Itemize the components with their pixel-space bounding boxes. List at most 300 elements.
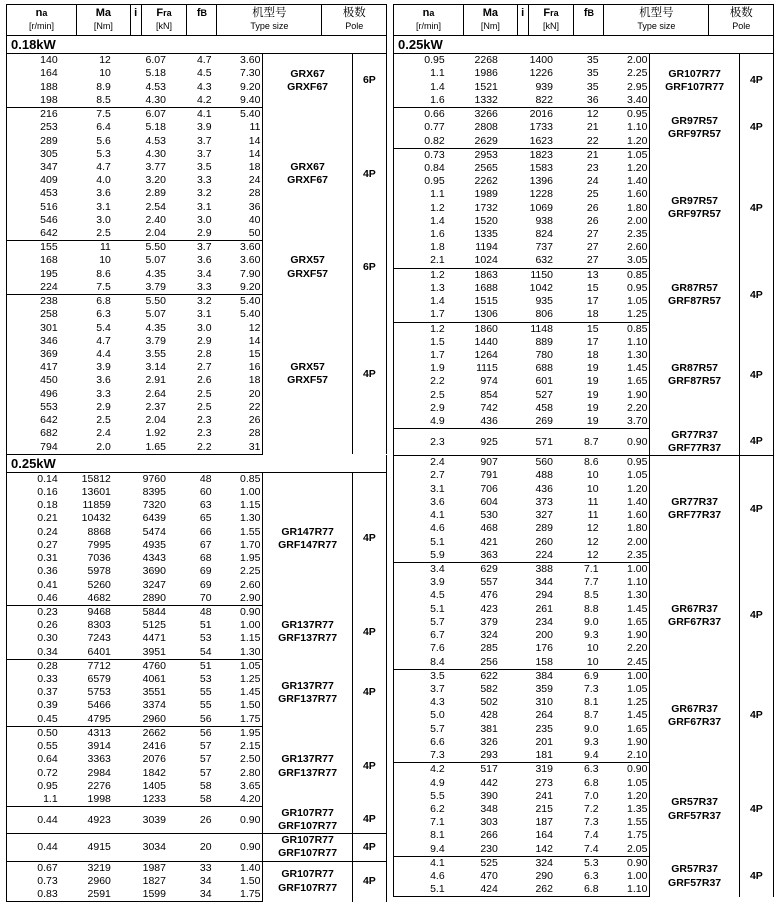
cell-fb: 1.20: [601, 135, 650, 149]
cell-i: 1400: [529, 54, 553, 67]
cell-i: 3374: [142, 699, 166, 712]
cell-i: 6439: [142, 512, 166, 525]
cell-na: 0.36: [37, 565, 58, 578]
cell-ma: 421: [480, 535, 498, 548]
cell-na: 1.6: [430, 228, 445, 241]
cell-i: 780: [535, 349, 553, 361]
cell-i: 2.04: [145, 414, 166, 427]
cell-ma: 10: [99, 67, 111, 80]
cell-ma: 6579: [87, 673, 111, 686]
cell-i: 2.91: [145, 374, 166, 387]
cell-ma: 1264: [474, 349, 498, 361]
cell-ma: 4.0: [96, 174, 111, 187]
cell-fb: 18: [248, 374, 261, 387]
cell-fb: 0.90: [601, 429, 650, 456]
cell-ma: 1986: [474, 67, 498, 80]
cell-type-size: GR107R77 GRF107R77: [263, 807, 352, 834]
cell-i: 4.30: [145, 147, 166, 160]
cell-na: 1.7: [394, 308, 447, 322]
cell-na: 4.9: [394, 415, 447, 429]
cell-na: 346: [40, 334, 58, 347]
cell-fb: 2.00: [627, 214, 648, 227]
cell-ma: 742: [480, 401, 498, 414]
cell-ma: 3.9: [96, 361, 111, 374]
cell-i: 5125: [142, 619, 166, 632]
cell-fra: 69: [199, 565, 212, 578]
cell-fb: 1.45: [627, 602, 648, 615]
cell-fb: 1.65: [627, 722, 648, 735]
cell-fb: 31: [214, 441, 263, 455]
cell-fra: 12: [586, 108, 599, 121]
cell-ma: 326: [480, 735, 498, 748]
cell-pole: 4P: [739, 763, 773, 857]
cell-fb: 0.95: [627, 108, 648, 121]
cell-fb: 1.80: [627, 201, 648, 214]
cell-fra: 68: [199, 552, 212, 565]
cell-na: 5.5: [430, 789, 445, 802]
cell-i: 2416: [142, 740, 166, 753]
cell-fra: 6.8: [583, 776, 599, 789]
cell-fra: 4.2: [168, 94, 214, 108]
cell-ma: 3914: [87, 740, 111, 753]
cell-fra: 27: [555, 254, 601, 268]
cell-i: 2.64: [145, 387, 166, 400]
cell-na: 2.7: [430, 469, 445, 482]
cell-pole: 4P: [352, 108, 386, 241]
cell-i: 4061: [142, 673, 166, 686]
cell-na: 3.9: [430, 576, 445, 589]
cell-na: 1.7: [430, 349, 445, 361]
cell-i: 2.54: [145, 200, 166, 213]
cell-fb: 2.50: [240, 753, 261, 766]
cell-fra: 8.8: [583, 602, 599, 615]
cell-i: 344: [535, 576, 553, 589]
power-rating-label: 0.25kW: [398, 37, 443, 53]
cell-fra: 53: [199, 673, 212, 686]
cell-fra: 22: [555, 135, 601, 149]
cell-na: 642: [7, 227, 60, 241]
cell-fra: 7.3: [583, 816, 599, 829]
cell-type-size: GR87R57 GRF87R57: [650, 322, 739, 429]
cell-pole: 4P: [739, 856, 773, 897]
cell-i: 1823: [529, 148, 553, 161]
cell-ma: 2953: [474, 148, 498, 161]
cell-i: 5.18: [145, 121, 166, 134]
cell-ma: 1515: [474, 295, 498, 308]
cell-fra: 3.1: [196, 308, 212, 321]
cell-fra: 4.1: [196, 108, 212, 121]
cell-na: 4.9: [430, 776, 445, 789]
cell-fb: 20: [248, 387, 261, 400]
cell-ma: 8.5: [60, 94, 113, 108]
cell-fra: 3.1: [196, 200, 212, 213]
cell-fra: 5.3: [583, 856, 599, 869]
cell-na: 4.1: [430, 509, 445, 522]
cell-fb: 2.20: [627, 401, 648, 414]
cell-i: 2890: [113, 592, 168, 606]
cell-fra: 21: [586, 121, 599, 134]
cell-fra: 24: [586, 175, 599, 188]
cell-pole: 4P: [352, 861, 386, 902]
cell-ma: 4915: [60, 834, 113, 861]
cell-i: 142: [500, 843, 555, 857]
cell-fra: 3.6: [196, 254, 212, 267]
cell-i: 5844: [142, 605, 166, 618]
cell-fra: 17: [586, 335, 599, 348]
cell-fb: 2.05: [601, 843, 650, 857]
cell-fb: 7.30: [240, 67, 261, 80]
cell-fra: 7.0: [583, 789, 599, 802]
cell-type-size: GR137R77 GRF137R77: [263, 659, 352, 726]
cell-na: 0.30: [37, 632, 58, 645]
cell-i: 1233: [113, 793, 168, 807]
cell-fra: 60: [199, 485, 212, 498]
cell-i: 215: [535, 802, 553, 815]
cell-ma: 10432: [81, 512, 111, 525]
cell-fb: 3.70: [601, 415, 650, 429]
cell-ma: 791: [480, 469, 498, 482]
cell-ma: 502: [480, 696, 498, 709]
cell-i: 4.53: [145, 80, 166, 93]
cell-fb: 28: [248, 187, 261, 200]
cell-na: 2.2: [430, 375, 445, 388]
cell-fra: 3.9: [196, 121, 212, 134]
cell-fb: 40: [248, 213, 261, 226]
cell-fb: 2.35: [627, 228, 648, 241]
cell-fra: 55: [199, 699, 212, 712]
cell-na: 7.1: [430, 816, 445, 829]
cell-na: 347: [40, 160, 58, 173]
cell-i: 3690: [142, 565, 166, 578]
cell-na: 258: [40, 308, 58, 321]
cell-fb: 1.00: [627, 563, 648, 575]
cell-i: 289: [535, 522, 553, 535]
cell-ma: 1732: [474, 201, 498, 214]
cell-fb: 1.10: [627, 335, 648, 348]
cell-fra: 48: [199, 605, 212, 618]
header-cell-pole: 极数 Pole: [342, 7, 366, 31]
cell-i: 9760: [142, 472, 166, 485]
table-row: [7, 295, 387, 309]
cell-fb: 1.35: [627, 802, 648, 815]
cell-fb: 2.20: [627, 642, 648, 655]
cell-ma: 285: [480, 642, 498, 655]
cell-i: 3247: [142, 578, 166, 591]
cell-fb: 1.50: [240, 874, 261, 887]
cell-fb: 1.30: [240, 512, 261, 525]
cell-pole: 4P: [352, 807, 386, 834]
header-cell-i: i: [130, 5, 141, 36]
cell-fb: 1.45: [627, 362, 648, 375]
cell-ma: 1521: [474, 80, 498, 93]
cell-i: 1148: [530, 322, 553, 335]
cell-fb: 22: [248, 400, 261, 413]
cell-i: 181: [500, 749, 555, 763]
cell-fra: 10: [586, 482, 599, 495]
cell-fra: 6.3: [583, 763, 599, 776]
cell-i: 324: [535, 856, 553, 869]
cell-i: 234: [535, 615, 553, 628]
cell-ma: 5.3: [96, 147, 111, 160]
cell-i: 3.20: [145, 174, 166, 187]
cell-na: 9.4: [394, 843, 447, 857]
cell-fra: 23: [586, 161, 599, 174]
cell-ma: 4795: [60, 713, 113, 727]
cell-fb: 4.20: [214, 793, 263, 807]
cell-na: 453: [40, 187, 58, 200]
cell-na: 642: [40, 414, 58, 427]
cell-fb: 2.90: [214, 592, 263, 606]
cell-ma: 5978: [87, 565, 111, 578]
cell-fb: 1.50: [240, 699, 261, 712]
table-row: [7, 473, 387, 486]
cell-fra: 25: [586, 188, 599, 201]
cell-fb: 1.40: [627, 495, 648, 508]
cell-na: 140: [40, 54, 58, 67]
cell-i: 824: [535, 228, 553, 241]
cell-fra: 19: [586, 362, 599, 375]
cell-fra: 7.1: [583, 563, 599, 575]
cell-na: 5.1: [430, 602, 445, 615]
cell-i: 1069: [529, 201, 553, 214]
cell-i: 1987: [142, 861, 166, 874]
cell-fra: 56: [199, 726, 212, 739]
cell-fb: 0.95: [627, 281, 648, 294]
cell-ma: 15812: [81, 472, 111, 485]
cell-ma: 1688: [474, 281, 498, 294]
cell-i: 935: [535, 295, 553, 308]
cell-i: 939: [535, 80, 553, 93]
cell-fra: 3.3: [196, 174, 212, 187]
cell-fra: 2.5: [196, 400, 212, 413]
cell-fb: 28: [248, 427, 261, 440]
cell-fra: 2.3: [196, 414, 212, 427]
cell-fra: 2.2: [168, 441, 214, 455]
cell-na: 1.4: [430, 295, 445, 308]
cell-na: 0.34: [7, 646, 60, 660]
cell-fb: 1.15: [240, 499, 261, 512]
cell-ma: 6401: [60, 646, 113, 660]
power-rating-label: 0.25kW: [11, 455, 56, 471]
cell-type-size: GR97R57 GRF97R57: [650, 148, 739, 268]
cell-pole: 4P: [739, 563, 773, 670]
cell-i: 200: [535, 629, 553, 642]
cell-i: 310: [535, 696, 553, 709]
cell-na: 253: [40, 121, 58, 134]
table-row: [7, 241, 387, 255]
cell-fra: 12: [586, 522, 599, 535]
cell-ma: 303: [480, 816, 498, 829]
cell-ma: 8868: [87, 525, 111, 538]
cell-na: 409: [40, 174, 58, 187]
cell-fb: 2.10: [601, 749, 650, 763]
cell-na: 4.1: [430, 856, 445, 869]
cell-na: 0.66: [424, 108, 445, 121]
cell-i: 201: [535, 735, 553, 748]
cell-fb: 18: [248, 160, 261, 173]
cell-i: 5.07: [145, 254, 166, 267]
cell-i: 3951: [113, 646, 168, 660]
cell-i: 5.50: [145, 295, 166, 308]
cell-fb: 1.05: [240, 659, 261, 672]
cell-ma: 1998: [60, 793, 113, 807]
cell-fb: 9.20: [240, 80, 261, 93]
cell-na: 289: [40, 134, 58, 147]
cell-na: 5.1: [394, 883, 447, 897]
cell-i: 8395: [142, 485, 166, 498]
cell-fra: 58: [199, 779, 212, 792]
cell-type-size: GR67R37 GRF67R37: [650, 563, 739, 670]
cell-ma: 293: [447, 749, 500, 763]
cell-ma: 7036: [87, 552, 111, 565]
cell-fb: 0.85: [240, 472, 261, 485]
cell-fb: 3.60: [240, 254, 261, 267]
cell-fb: 1.20: [627, 482, 648, 495]
cell-fra: 26: [586, 201, 599, 214]
cell-i: 264: [535, 709, 553, 722]
cell-na: 553: [40, 400, 58, 413]
cell-na: 195: [40, 267, 58, 280]
cell-type-size: GR57R37 GRF57R37: [650, 856, 739, 897]
cell-na: 0.33: [37, 673, 58, 686]
cell-i: 224: [500, 549, 555, 563]
cell-na: 0.83: [7, 888, 60, 902]
cell-fra: 51: [199, 659, 212, 672]
cell-na: 682: [40, 427, 58, 440]
cell-fra: 35: [586, 80, 599, 93]
cell-fb: 1.55: [627, 816, 648, 829]
cell-type-size: GR107R77 GRF107R77: [263, 861, 352, 902]
cell-fra: 18: [555, 308, 601, 322]
cell-ma: 2.5: [96, 414, 111, 427]
cell-ma: 1194: [475, 241, 498, 254]
cell-fb: 24: [248, 174, 261, 187]
cell-fra: 27: [586, 228, 599, 241]
cell-na: 546: [40, 213, 58, 226]
cell-na: 0.26: [37, 619, 58, 632]
cell-i: 4935: [142, 538, 166, 551]
cell-fb: 9.40: [214, 94, 263, 108]
cell-fra: 9.0: [583, 615, 599, 628]
cell-pole: 6P: [352, 241, 386, 295]
cell-i: 2.89: [145, 187, 166, 200]
cell-fb: 1.05: [627, 469, 648, 482]
cell-na: 417: [40, 361, 58, 374]
table-row: [394, 669, 774, 683]
cell-na: 4.3: [430, 696, 445, 709]
cell-na: 0.82: [394, 135, 447, 149]
cell-ma: 2629: [447, 135, 500, 149]
cell-ma: 1989: [474, 188, 498, 201]
cell-fb: 2.95: [627, 80, 648, 93]
header-cell-na: na [r/min]: [7, 5, 77, 36]
cell-type-size: GRX67 GRXF67: [263, 108, 352, 241]
cell-ma: 582: [480, 682, 498, 695]
cell-fra: 7.4: [555, 843, 601, 857]
cell-ma: 974: [480, 375, 498, 388]
table-row: [7, 605, 387, 619]
table-row: [394, 563, 774, 577]
cell-fra: 70: [168, 592, 214, 606]
cell-na: 305: [40, 147, 58, 160]
table-row: [7, 861, 387, 875]
cell-fra: 21: [586, 148, 599, 161]
cell-fb: 1.90: [627, 388, 648, 401]
cell-i: 1733: [529, 121, 553, 134]
cell-i: 688: [535, 362, 553, 375]
cell-ma: 3363: [87, 753, 111, 766]
cell-fra: 54: [168, 646, 214, 660]
cell-fb: 16: [248, 361, 261, 374]
cell-fb: 1.90: [627, 735, 648, 748]
header-cell-pole: 极数 Pole: [729, 7, 753, 31]
cell-i: 4.53: [145, 134, 166, 147]
cell-na: 155: [40, 241, 58, 254]
cell-fb: 1.55: [240, 525, 261, 538]
cell-ma: 4.7: [96, 334, 111, 347]
header-cell-type: 机型号 Type size: [604, 5, 709, 36]
cell-na: 0.24: [37, 525, 58, 538]
cell-fb: 3.40: [601, 94, 650, 108]
cell-fb: 0.90: [214, 807, 263, 834]
cell-ma: 428: [480, 709, 498, 722]
cell-i: 3551: [142, 686, 166, 699]
data-table: [393, 54, 774, 897]
cell-ma: 379: [480, 615, 498, 628]
cell-na: 164: [40, 67, 58, 80]
cell-i: 632: [500, 254, 555, 268]
cell-fra: 9.3: [583, 735, 599, 748]
table-row: [7, 726, 387, 740]
cell-pole: 6P: [352, 54, 386, 107]
cell-fb: 9.20: [214, 281, 263, 295]
cell-fb: 2.35: [601, 549, 650, 563]
cell-i: 1599: [113, 888, 168, 902]
cell-ma: 12: [99, 54, 111, 67]
cell-fra: 8.5: [583, 589, 599, 602]
cell-fra: 66: [199, 525, 212, 538]
cell-fb: 2.80: [240, 766, 261, 779]
right-table-body: [393, 36, 774, 897]
cell-na: 0.37: [37, 686, 58, 699]
cell-fra: 11: [587, 495, 599, 508]
cell-type-size: GR77R37 GRF77R37: [650, 456, 739, 563]
cell-ma: 11859: [82, 499, 111, 512]
cell-i: 273: [535, 776, 553, 789]
cell-fb: 3.65: [240, 779, 261, 792]
cell-ma: 5260: [87, 578, 111, 591]
cell-fra: 33: [199, 861, 212, 874]
header-cell-type: 机型号 Type size: [217, 5, 322, 36]
table-header-right: [393, 4, 774, 36]
cell-fb: 1.05: [627, 295, 648, 308]
cell-fb: 1.00: [240, 619, 261, 632]
cell-fra: 20: [168, 834, 214, 861]
cell-fb: 1.05: [627, 682, 648, 695]
cell-i: 164: [535, 829, 553, 842]
cell-ma: 7243: [87, 632, 111, 645]
cell-ma: 1863: [474, 268, 498, 281]
cell-i: 436: [535, 482, 553, 495]
cell-pole: 4P: [739, 456, 773, 563]
table-row: [394, 856, 774, 870]
table-row: [394, 429, 774, 456]
cell-na: 0.45: [7, 713, 60, 727]
cell-i: 5.18: [145, 67, 166, 80]
cell-ma: 3.0: [96, 213, 111, 226]
cell-fra: 56: [168, 713, 214, 727]
cell-i: 262: [500, 883, 555, 897]
